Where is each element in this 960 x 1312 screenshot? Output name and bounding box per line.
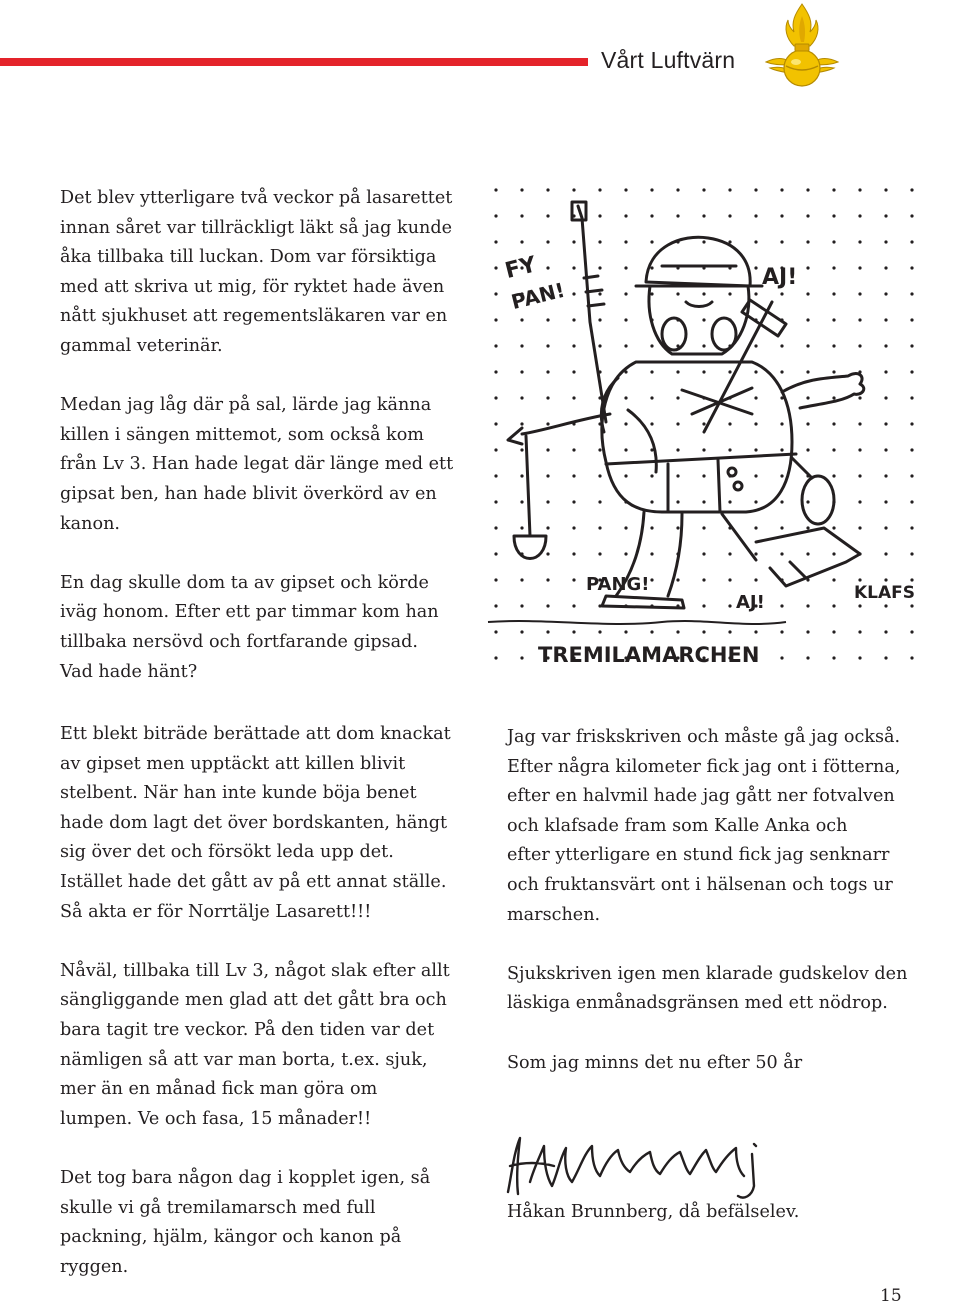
text-aj-top: AJ! — [762, 265, 798, 290]
paragraph — [507, 723, 927, 930]
text-line: från Lv 3. Han hade legat där länge med ett — [60, 454, 454, 475]
text-line: hade dom lagt det över bordskanten, hängt — [60, 812, 448, 833]
text-line: och klafsade fram som Kalle Anka och — [507, 815, 848, 836]
text-line: sängliggande men glad att det gått bra och — [60, 990, 447, 1011]
text-line: åka tillbaka till luckan. Dom var försiktiga — [60, 247, 437, 268]
text-line: av gipset men upptäckt att killen blivit — [60, 753, 406, 774]
text-line: innan såret var tillräckligt läkt så jag kunde — [60, 217, 453, 238]
text-line: lumpen. Ve och fasa, 15 månader!! — [60, 1108, 372, 1129]
paragraph — [507, 1049, 927, 1079]
paragraph — [60, 391, 480, 539]
right-column — [507, 723, 927, 1108]
text-line: iväg honom. Efter ett par timmar kom han — [60, 602, 439, 623]
text-line: ryggen. — [60, 1256, 129, 1277]
text-line: Medan jag låg där på sal, lärde jag känna — [60, 395, 432, 416]
text-line: efter en halvmil hade jag gått ner fotvalven — [507, 786, 895, 807]
ground-line — [488, 621, 786, 624]
text-line: Det tog bara någon dag i kopplet igen, så — [60, 1167, 431, 1188]
soldier-drawing — [508, 202, 864, 608]
text-tremilamarchen: TREMILAMARCHEN — [538, 643, 760, 667]
text-line: skulle vi gå tremilamarsch med full — [60, 1197, 376, 1218]
text-fy: FY — [502, 252, 539, 285]
text-line: mer än en månad fick man göra om — [60, 1079, 378, 1100]
text-line: och fruktansvärt ont i hälsenan och togs ur — [507, 874, 893, 895]
left-column-bottom — [60, 720, 480, 1312]
text-line: efter ytterligare en stund fick jag senknarr — [507, 845, 890, 866]
text-line: marschen. — [507, 904, 601, 925]
text-line: nått sjukhuset att regementsläkaren var en — [60, 306, 448, 327]
page-number: 15 — [880, 1286, 902, 1306]
text-pan: PAN! — [508, 277, 568, 315]
text-line: Sjukskriven igen men klarade gudskelov den — [507, 963, 908, 984]
paragraph — [60, 1164, 480, 1282]
paragraph — [60, 569, 480, 687]
paragraph — [60, 957, 480, 1135]
text-line: stelbent. När han inte kunde böja benet — [60, 783, 417, 804]
text-line: tillbaka nersövd och fortfarande gipsad. — [60, 631, 418, 652]
text-line: Som jag minns det nu efter 50 år — [507, 1052, 803, 1073]
text-aj-bottom: AJ! — [736, 592, 765, 613]
text-line: Det blev ytterligare två veckor på lasarettet — [60, 188, 453, 208]
paragraph — [60, 720, 480, 927]
text-line: med att skriva ut mig, för ryktet hade även — [60, 276, 445, 297]
text-line: bara tagit tre veckor. På den tiden var det — [60, 1019, 435, 1040]
text-line: Vad hade hänt? — [60, 661, 198, 682]
text-line: Efter några kilometer fick jag ont i fötterna, — [507, 756, 901, 777]
dot-grid — [494, 188, 916, 659]
text-line: sig över det och försökt leda upp det. — [60, 842, 394, 863]
paragraph — [60, 184, 480, 362]
text-line: gipsat ben, han hade blivit överkörd av en — [60, 483, 437, 504]
text-line: Jag var friskskriven och måste gå jag också. — [507, 727, 901, 747]
text-line: Istället hade det gått av på ett annat ställe. — [60, 871, 447, 892]
handwritten-signature — [500, 1132, 780, 1202]
text-line: Ett blekt biträde berättade att dom knackat — [60, 724, 451, 744]
text-line: nämligen så att var man borta, t.ex. sjuk, — [60, 1049, 428, 1070]
text-klafs: KLAFS — [854, 583, 916, 603]
text-line: Så akta er för Norrtälje Lasarett!!! — [60, 901, 372, 922]
left-column-top — [60, 184, 480, 717]
grenade-flame-wings-emblem-icon — [764, 0, 840, 106]
text-line: En dag skulle dom ta av gipset och körde — [60, 572, 429, 593]
paragraph — [507, 960, 927, 1019]
text-line: gammal veterinär. — [60, 335, 223, 356]
header-rule — [0, 58, 588, 66]
text-line: packning, hjälm, kängor och kanon på — [60, 1227, 402, 1248]
text-pang: PANG! — [586, 574, 650, 595]
text-line: killen i sängen mittemot, som också kom — [60, 424, 424, 445]
text-line: Nåväl, tillbaka till Lv 3, något slak efter allt — [60, 960, 450, 981]
tremilamarsch-cartoon — [486, 182, 922, 682]
text-line: kanon. — [60, 513, 120, 534]
text-line: läskiga enmånadsgränsen med ett nödrop. — [507, 993, 888, 1014]
signature-name: Håkan Brunnberg, då befälselev. — [507, 1202, 800, 1222]
header-title: Vårt Luftvärn — [601, 47, 736, 73]
